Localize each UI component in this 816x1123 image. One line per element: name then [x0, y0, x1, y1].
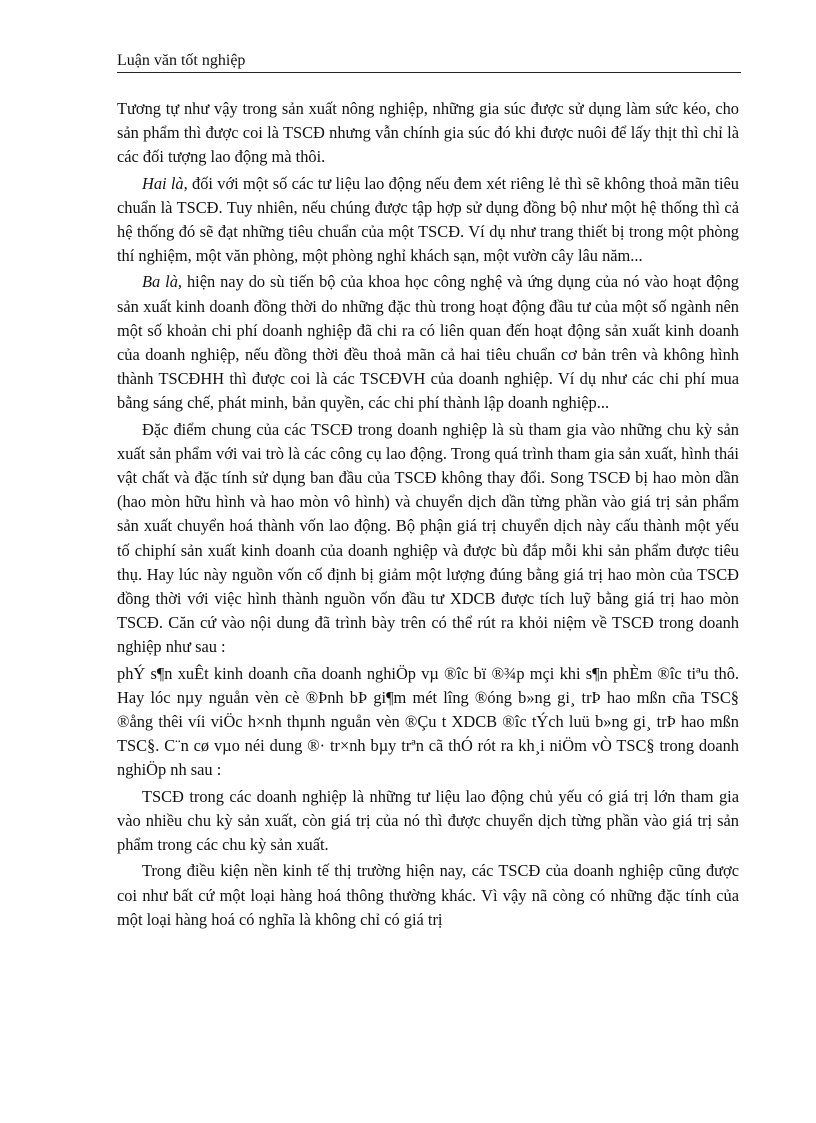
page-header: [117, 50, 741, 72]
paragraph-text: đối với một số các tư liệu lao động nếu đem xét riêng lẻ thì sẽ không thoả mãn tiêu chuẩn là TSCĐ. Tuy nhiên, nếu chúng được tập hợp sử dụng đồng bộ như một hệ thống thì cả hệ thống đó sẽ đạt những tiêu chuẩn của một TSCĐ. Ví dụ như trang thiết bị trong một phòng thí nghiệm, một văn phòng, một phòng nghỉ khách sạn, một vườn cây lâu năm...: [117, 173, 740, 266]
paragraph-text: Trong điều kiện nền kinh tế thị trường hiện nay, các TSCĐ của doanh nghiệp cũng được coi như bất cứ một loại hàng hoá thông thường khác. Vì vậy nã còng có những đặc tính của một loại hàng hoá có nghĩa là không chỉ có giá trị: [117, 861, 739, 929]
paragraph: [117, 859, 739, 932]
document-body: [117, 97, 739, 934]
paragraph: [117, 270, 739, 415]
header-divider: [117, 72, 741, 73]
paragraph-lead: Hai là,: [142, 173, 188, 193]
paragraph-lead: Ba là,: [142, 272, 182, 292]
paragraph-text: TSCĐ trong các doanh nghiệp là những tư liệu lao động chủ yếu có giá trị lớn tham gia vào nhiều chu kỳ sản xuất, còn giá trị của nó thì được chuyển dịch từng phần vào giá trị sản phẩm trong các chu kỳ sản xuất.: [117, 786, 739, 855]
header-title: Luận văn tốt nghiệp: [117, 52, 246, 69]
paragraph: [117, 97, 739, 170]
paragraph: [117, 785, 739, 858]
paragraph: [117, 418, 739, 660]
paragraph-text: Đặc điểm chung của các TSCĐ trong doanh nghiệp là sù tham gia vào những chu kỳ sản xuất sản phẩm với vai trò là các công cụ lao động. Trong quá trình tham gia sản xuất, hình thái vật chất và đặc tính sử dụng ban đầu của TSCĐ không thay đổi. Song TSCĐ bị hao mòn dần (hao mòn hữu hình và hao mòn vô hình) và chuyển dịch dần từng phần vào giá trị sản phẩm sản xuất chuyển hoá thành vốn lao động. Bộ phận giá trị chuyển dịch này cấu thành một yếu tố chiphí sản xuất kinh doanh của doanh nghiệp và được bù đắp mỗi khi sản phẩm được tiêu thụ. Hay lúc này nguồn vốn cố định bị giảm một lượng đúng bằng giá trị hao mòn của TSCĐ đồng thời với việc hình thành nguồn vốn đầu tư XDCB được tích luỹ bằng giá trị hao mòn TSCĐ. Căn cứ vào nội dung đã trình bày trên có thể rút ra khỏi niệm về TSCĐ trong doanh nghiệp như sau :: [117, 419, 739, 657]
paragraph-garbled-encoding: [117, 662, 739, 783]
paragraph-text: phÝ s¶n xuÊt kinh doanh cña doanh nghiÖp vµ ®îc bï ®¾p mçi khi s¶n phÈm ®îc tiªu thô. Hay lóc nµy nguån vèn cè ®Þnh bÞ gi¶m mét lîng ®óng b»ng gi¸ trÞ hao mßn cña TSC§ ®ång thêi víi viÖc h×nh thµnh nguån vèn ®Çu t XDCB ®îc tÝch luü b»ng gi¸ trÞ hao mßn TSC§. C¨n cø vµo néi dung ®· tr×nh bµy trªn cã thÓ rót ra kh¸i niÖm vÒ TSC§ trong doanh nghiÖp nh sau :: [117, 663, 739, 780]
paragraph-text: hiện nay do sù tiến bộ của khoa học công nghệ và ứng dụng của nó vào hoạt động sản xuất kinh doanh đồng thời do những đặc thù trong hoạt động đầu tư của một số ngành nên một số khoản chi phí doanh nghiệp đã chi ra có liên quan đến hoạt động sản xuất kinh doanh của doanh nghiệp, nếu đồng thời đều thoả mãn cả hai tiêu chuẩn cơ bản trên và không hình thành TSCĐHH thì được coi là các TSCĐVH của doanh nghiệp. Ví dụ như các chi phí mua bằng sáng chế, phát minh, bản quyền, các chi phí thành lập doanh nghiệp...: [117, 272, 739, 413]
paragraph: [117, 172, 739, 269]
paragraph-text: Tương tự như vậy trong sản xuất nông nghiệp, những gia súc được sử dụng làm sức kéo, cho sản phẩm thì được coi là TSCĐ nhưng vẫn chính gia súc đó khi được nuôi để lấy thịt thì chỉ là các đối tượng lao động mà thôi.: [117, 99, 739, 167]
